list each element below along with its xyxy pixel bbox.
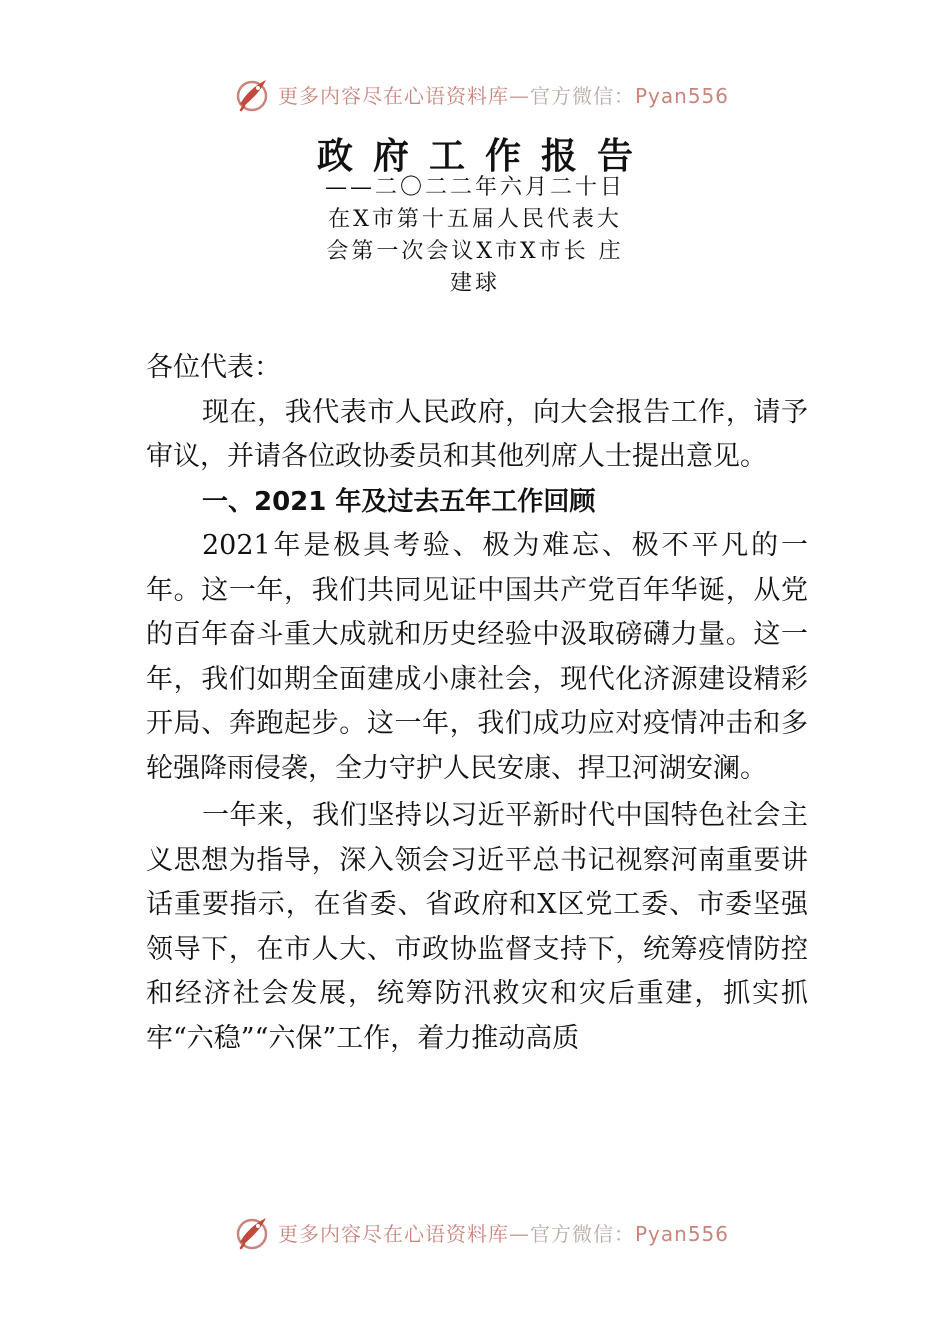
section-heading: 一、2021 年及过去五年工作回顾 <box>202 486 596 517</box>
watermark-dash: — <box>509 83 530 108</box>
watermark-label: 官方微信： <box>530 1221 635 1246</box>
body-paragraph: 一年来，我们坚持以习近平新时代中国特色社会主义思想为指导，深入领会习近平总书记视察河南重要讲话重要指示，在省委、省政府和X区党工委、市委坚强领导下，在市人大、市政协监督支持下，统筹疫情防控和经济社会发展，统筹防汛救灾和灾后重建，抓实抓牢“六稳”“六保”工作，着力推动高质 <box>146 800 808 1054</box>
body-paragraph: 2021年是极具考验、极为难忘、极不平凡的一年。这一年，我们共同见证中国共产党百年华诞，从党的百年奋斗重大成就和历史经验中汲取磅礴力量。这一年，我们如期全面建成小康社会，现代化济源建设精彩开局、奔跑起步。这一年，我们成功应对疫情冲击和多轮强降雨侵袭，全力守护人民安康、捍卫河湖安澜。 <box>146 530 808 784</box>
subtitle-speaker-line: 建球 <box>449 271 500 296</box>
watermark-main-text: 更多内容尽在心语资料库 <box>278 83 509 108</box>
watermark-header <box>232 72 752 116</box>
document-body <box>146 346 808 1061</box>
pen-nib-logo-icon <box>232 1212 272 1252</box>
watermark-label: 官方微信： <box>530 83 635 108</box>
watermark-text <box>278 80 729 109</box>
subtitle-meeting-line-2: 会第一次会议X市X市长 庄 <box>326 239 624 264</box>
watermark-main-text: 更多内容尽在心语资料库 <box>278 1221 509 1246</box>
body-paragraph: 现在，我代表市人民政府，向大会报告工作，请予审议，并请各位政协委员和其他列席人士提出意见。 <box>146 396 808 472</box>
document-title: 政府工作报告 <box>316 135 653 177</box>
subtitle-meeting-line-1: 在X市第十五届人民代表大 <box>328 207 622 232</box>
watermark-footer <box>232 1210 752 1254</box>
watermark-text <box>278 1218 729 1247</box>
salutation: 各位代表： <box>146 352 281 383</box>
pen-nib-logo-icon <box>232 74 272 114</box>
watermark-wechat-id: Pyan556 <box>635 1221 730 1246</box>
watermark-dash: — <box>509 1221 530 1246</box>
watermark-wechat-id: Pyan556 <box>635 83 730 108</box>
subtitle-date-line: ——二〇二二年六月二十日 <box>324 175 625 200</box>
document-subtitle <box>315 172 635 300</box>
